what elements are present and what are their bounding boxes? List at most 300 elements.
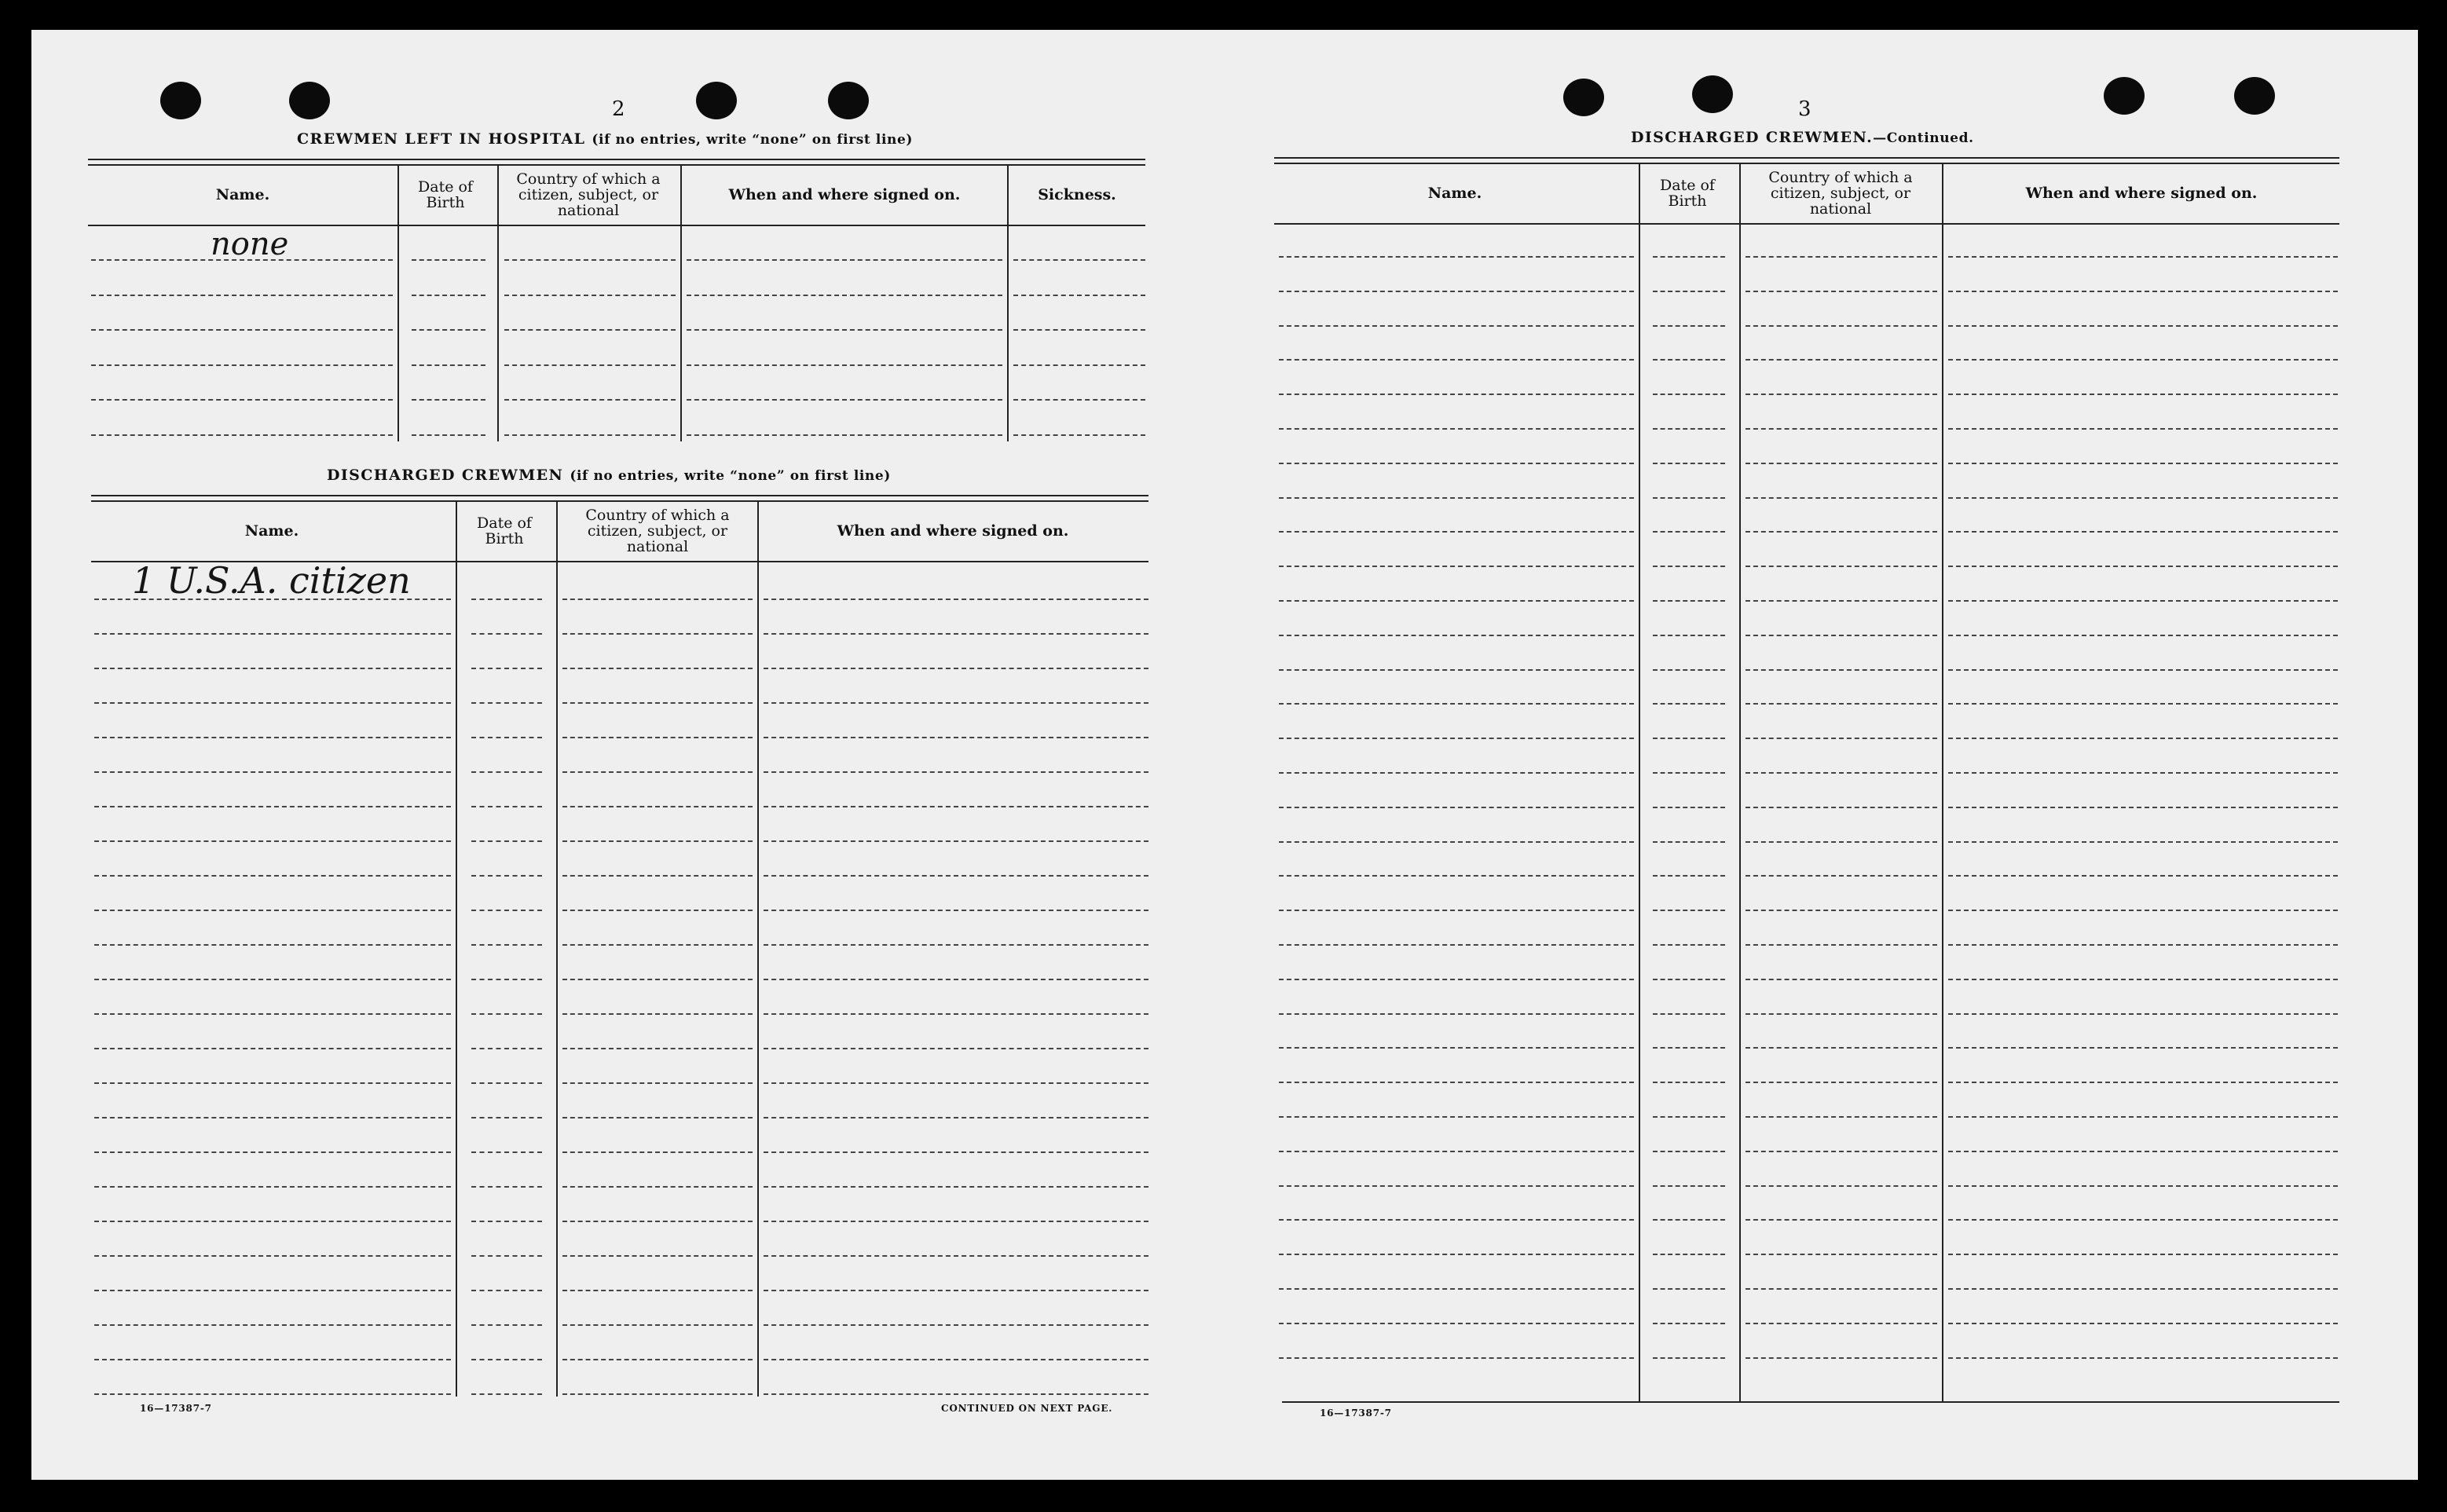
discharged-section-title [327,467,891,484]
left-footer-code: 16—17387-7 [140,1403,212,1414]
entry-row-line [1653,1357,1725,1359]
entry-row-line [562,875,753,877]
entry-row-line [1948,944,2338,946]
entry-row-line [1279,944,1634,946]
entry-row-line [1948,841,2338,843]
entry-row-line [1948,669,2338,671]
entry-row-line [1746,772,1937,774]
entry-row-line [504,364,676,366]
entry-row-line [1279,1323,1634,1324]
entry-row-line [1653,600,1725,602]
entry-row-line [764,1117,1148,1118]
entry-row-line [1746,738,1937,739]
entry-row-line [1746,979,1937,980]
discharged-title-note: (if no entries, write “none” on first line) [570,468,891,484]
entry-row-line [91,329,393,331]
entry-row-line [94,840,451,842]
entry-row-line [1013,259,1145,261]
entry-row-line [1279,807,1634,808]
entry-row-line [1279,1082,1634,1083]
entry-row-line [1279,635,1634,636]
rule [91,495,1148,496]
right-footer-code: 16—17387-7 [1320,1408,1392,1419]
entry-row-line [1279,1254,1634,1255]
entry-row-line [504,259,676,261]
entry-row-line [1746,1254,1937,1255]
entry-row-line [471,599,542,600]
right-col-dob: Date of Birth [1660,177,1715,210]
entry-row-line [504,399,676,401]
entry-row-line [1746,807,1937,808]
right-col-name: Name. [1427,185,1482,202]
entry-row-line [94,1393,451,1395]
entry-row-line [1653,635,1725,636]
punch-hole [1692,75,1733,113]
entry-row-line [1279,1185,1634,1187]
entry-row-line [1279,566,1634,567]
entry-row-line [1746,463,1937,464]
rule [1274,223,2339,225]
entry-row-line [1948,1013,2338,1015]
hospital-col-signed-on: When and where signed on. [728,186,961,203]
entry-row-line [1653,703,1725,705]
entry-row-line [471,1324,542,1326]
entry-row-line [1653,669,1725,671]
entry-row-line [1746,1357,1937,1359]
entry-row-line [1279,1357,1634,1359]
entry-row-line [1948,635,2338,636]
entry-row-line [471,668,542,669]
entry-row-line [1746,669,1937,671]
entry-row-line [1653,531,1725,533]
entry-row-line [504,295,676,296]
entry-row-line [1746,531,1937,533]
entry-row-line [562,1082,753,1084]
entry-row-line [1653,1116,1725,1118]
entry-row-line [94,1290,451,1291]
entry-row-line [412,295,485,296]
entry-row-line [1746,1116,1937,1118]
entry-row-line [1653,291,1725,292]
punch-hole [2104,77,2145,115]
entry-row-line [1948,1254,2338,1255]
entry-row-line [1746,1288,1937,1290]
entry-row-line [1746,1323,1937,1324]
entry-row-line [562,1221,753,1222]
entry-row-line [1653,463,1725,464]
entry-row-line [1279,325,1634,327]
entry-row-line [1653,1082,1725,1083]
entry-row-line [562,1013,753,1015]
entry-row-line [1948,531,2338,533]
entry-row-line [1948,910,2338,911]
entry-row-line [1653,944,1725,946]
entry-row-line [1013,295,1145,296]
entry-row-line [471,1393,542,1395]
discharged-col-signed-on: When and where signed on. [837,522,1069,540]
entry-row-line [412,259,485,261]
entry-row-line [764,668,1148,669]
entry-row-line [471,1117,542,1118]
entry-row-line [94,979,451,980]
entry-row-line [1279,359,1634,361]
hospital-col-country: Country of which a citizen, subject, or national [516,170,661,219]
entry-row-line [1653,1185,1725,1187]
entry-row-line [764,1082,1148,1084]
entry-row-line [1746,600,1937,602]
hospital-handwritten-entry: none [211,226,289,262]
entry-row-line [1948,1116,2338,1118]
column-divider [497,165,499,441]
entry-row-line [764,1048,1148,1049]
entry-row-line [562,910,753,911]
entry-row-line [1653,566,1725,567]
entry-row-line [1653,807,1725,808]
rule [88,159,1145,160]
entry-row-line [471,910,542,911]
page-number-left: 2 [612,97,625,121]
entry-row-line [1746,1047,1937,1049]
discharged-col-country: Country of which a citizen, subject, or national [585,507,730,555]
entry-row-line [1746,1013,1937,1015]
column-divider [757,501,759,1397]
entry-row-line [687,259,1002,261]
entry-row-line [562,771,753,773]
entry-row-line [91,434,393,436]
entry-row-line [764,1290,1148,1291]
entry-row-line [562,1255,753,1257]
entry-row-line [471,702,542,704]
entry-row-line [471,737,542,738]
entry-row-line [1948,291,2338,292]
entry-row-line [94,1186,451,1188]
entry-row-line [1279,291,1634,292]
hospital-col-sickness: Sickness. [1038,186,1116,203]
entry-row-line [562,1186,753,1188]
rule [91,500,1148,502]
entry-row-line [471,806,542,807]
punch-hole [289,82,330,119]
entry-row-line [764,1393,1148,1395]
punch-hole [1563,79,1604,116]
entry-row-line [562,633,753,635]
punch-hole [2234,77,2275,115]
entry-row-line [687,329,1002,331]
entry-row-line [1653,325,1725,327]
entry-row-line [562,1359,753,1360]
entry-row-line [1746,566,1937,567]
entry-row-line [764,979,1148,980]
entry-row-line [562,599,753,600]
entry-row-line [94,1048,451,1049]
entry-row-line [562,979,753,980]
entry-row-line [1653,256,1725,258]
rule [1282,1401,2339,1403]
entry-row-line [412,364,485,366]
entry-row-line [562,1117,753,1118]
entry-row-line [764,875,1148,877]
entry-row-line [764,944,1148,946]
entry-row-line [1746,910,1937,911]
entry-row-line [1948,979,2338,980]
entry-row-line [1653,1013,1725,1015]
entry-row-line [94,1151,451,1153]
entry-row-line [1653,1288,1725,1290]
entry-row-line [1653,1151,1725,1152]
entry-row-line [1653,772,1725,774]
entry-row-line [1746,944,1937,946]
entry-row-line [91,364,393,366]
entry-row-line [1279,772,1634,774]
entry-row-line [471,771,542,773]
entry-row-line [1948,875,2338,877]
entry-row-line [1746,325,1937,327]
entry-row-line [1948,600,2338,602]
entry-row-line [1948,325,2338,327]
entry-row-line [562,1393,753,1395]
discharged-handwritten-entry: 1 U.S.A. citizen [132,559,411,602]
hospital-col-name: Name. [215,186,270,203]
page-number-right: 3 [1798,97,1811,121]
discharged-col-name: Name. [244,522,299,540]
entry-row-line [1746,635,1937,636]
entry-row-line [764,599,1148,600]
entry-row-line [1653,738,1725,739]
discharged-title-main: DISCHARGED CREWMEN [327,467,564,484]
entry-row-line [1948,738,2338,739]
punch-hole [696,82,737,119]
entry-row-line [471,1048,542,1049]
entry-row-line [764,806,1148,807]
entry-row-line [1746,841,1937,843]
entry-row-line [1746,1185,1937,1187]
entry-row-line [471,1186,542,1188]
entry-row-line [562,702,753,704]
entry-row-line [1279,428,1634,430]
entry-row-line [471,1221,542,1222]
entry-row-line [94,875,451,877]
entry-row-line [1746,1082,1937,1083]
entry-row-line [562,840,753,842]
entry-row-line [1746,703,1937,705]
entry-row-line [1279,1219,1634,1221]
entry-row-line [1279,394,1634,395]
entry-row-line [1653,875,1725,877]
entry-row-line [1279,600,1634,602]
entry-row-line [764,910,1148,911]
entry-row-line [471,840,542,842]
entry-row-line [1013,329,1145,331]
entry-row-line [94,633,451,635]
entry-row-line [471,1082,542,1084]
entry-row-line [1653,497,1725,499]
entry-row-line [1746,359,1937,361]
entry-row-line [1948,428,2338,430]
entry-row-line [1279,910,1634,911]
entry-row-line [1279,1288,1634,1290]
right-section-title [1631,129,1974,146]
entry-row-line [504,329,676,331]
entry-row-line [1653,428,1725,430]
entry-row-line [1279,979,1634,980]
entry-row-line [1279,1013,1634,1015]
left-footer-continued: CONTINUED ON NEXT PAGE. [941,1403,1113,1414]
entry-row-line [1948,394,2338,395]
entry-row-line [1948,1288,2338,1290]
column-divider [680,165,682,441]
entry-row-line [1746,497,1937,499]
entry-row-line [764,840,1148,842]
entry-row-line [687,364,1002,366]
entry-row-line [562,1151,753,1153]
entry-row-line [94,668,451,669]
entry-row-line [1279,738,1634,739]
entry-row-line [687,434,1002,436]
entry-row-line [94,737,451,738]
entry-row-line [1948,1047,2338,1049]
entry-row-line [504,434,676,436]
entry-row-line [1279,497,1634,499]
entry-row-line [764,1221,1148,1222]
entry-row-line [1653,1219,1725,1221]
entry-row-line [1279,1047,1634,1049]
entry-row-line [1746,394,1937,395]
entry-row-line [1948,497,2338,499]
entry-row-line [764,1013,1148,1015]
entry-row-line [1279,1116,1634,1118]
entry-row-line [562,1048,753,1049]
entry-row-line [1279,669,1634,671]
column-divider [556,501,558,1397]
entry-row-line [1948,1219,2338,1221]
entry-row-line [1948,703,2338,705]
entry-row-line [1948,463,2338,464]
rule [88,164,1145,166]
entry-row-line [94,806,451,807]
entry-row-line [412,434,485,436]
right-col-signed-on: When and where signed on. [2025,185,2258,202]
punch-hole [160,82,201,119]
entry-row-line [764,1186,1148,1188]
discharged-col-dob: Date of Birth [477,514,532,547]
rule [1274,163,2339,164]
entry-row-line [1653,1254,1725,1255]
entry-row-line [764,633,1148,635]
entry-row-line [94,1324,451,1326]
entry-row-line [1279,463,1634,464]
entry-row-line [1948,807,2338,808]
entry-row-line [1279,256,1634,258]
entry-row-line [1013,364,1145,366]
entry-row-line [1746,428,1937,430]
entry-row-line [94,702,451,704]
entry-row-line [471,1013,542,1015]
entry-row-line [687,399,1002,401]
document-paper [31,30,2418,1480]
entry-row-line [91,295,393,296]
entry-row-line [562,1290,753,1291]
entry-row-line [412,399,485,401]
entry-row-line [1653,979,1725,980]
entry-row-line [471,1255,542,1257]
entry-row-line [764,1255,1148,1257]
entry-row-line [471,633,542,635]
entry-row-line [1948,1185,2338,1187]
entry-row-line [471,1359,542,1360]
entry-row-line [471,1290,542,1291]
entry-row-line [471,1151,542,1153]
entry-row-line [94,944,451,946]
entry-row-line [91,399,393,401]
entry-row-line [562,1324,753,1326]
right-col-country: Country of which a citizen, subject, or national [1768,169,1913,218]
entry-row-line [562,668,753,669]
entry-row-line [94,1359,451,1360]
entry-row-line [1653,1047,1725,1049]
entry-row-line [1948,566,2338,567]
entry-row-line [764,702,1148,704]
entry-row-line [1948,359,2338,361]
rule [1274,157,2339,159]
column-divider [1639,163,1640,1403]
entry-row-line [1279,1151,1634,1152]
hospital-section-title [297,130,913,148]
entry-row-line [1948,1082,2338,1083]
column-divider [1007,165,1009,441]
right-title-main: DISCHARGED CREWMEN. [1631,129,1874,146]
entry-row-line [1013,434,1145,436]
entry-row-line [471,979,542,980]
entry-row-line [94,771,451,773]
hospital-title-main: CREWMEN LEFT IN HOSPITAL [297,130,586,148]
punch-hole [828,82,869,119]
entry-row-line [764,1324,1148,1326]
entry-row-line [1279,703,1634,705]
column-divider [1942,163,1943,1403]
column-divider [397,165,399,441]
entry-row-line [1653,394,1725,395]
entry-row-line [1948,256,2338,258]
entry-row-line [94,1013,451,1015]
entry-row-line [1746,875,1937,877]
entry-row-line [94,1255,451,1257]
entry-row-line [1746,291,1937,292]
entry-row-line [1013,399,1145,401]
entry-row-line [562,806,753,807]
entry-row-line [764,771,1148,773]
entry-row-line [1948,772,2338,774]
entry-row-line [764,1151,1148,1153]
entry-row-line [1279,841,1634,843]
entry-row-line [1279,875,1634,877]
hospital-title-note: (if no entries, write “none” on first line) [592,132,914,148]
entry-row-line [562,944,753,946]
entry-row-line [94,1117,451,1118]
right-title-note: —Continued. [1873,130,1974,146]
column-divider [1739,163,1741,1403]
column-divider [456,501,457,1397]
entry-row-line [1653,1323,1725,1324]
entry-row-line [1653,910,1725,911]
entry-row-line [1948,1323,2338,1324]
entry-row-line [1948,1151,2338,1152]
entry-row-line [764,737,1148,738]
entry-row-line [1653,841,1725,843]
entry-row-line [1746,1151,1937,1152]
entry-row-line [94,1082,451,1084]
entry-row-line [94,1221,451,1222]
entry-row-line [471,875,542,877]
